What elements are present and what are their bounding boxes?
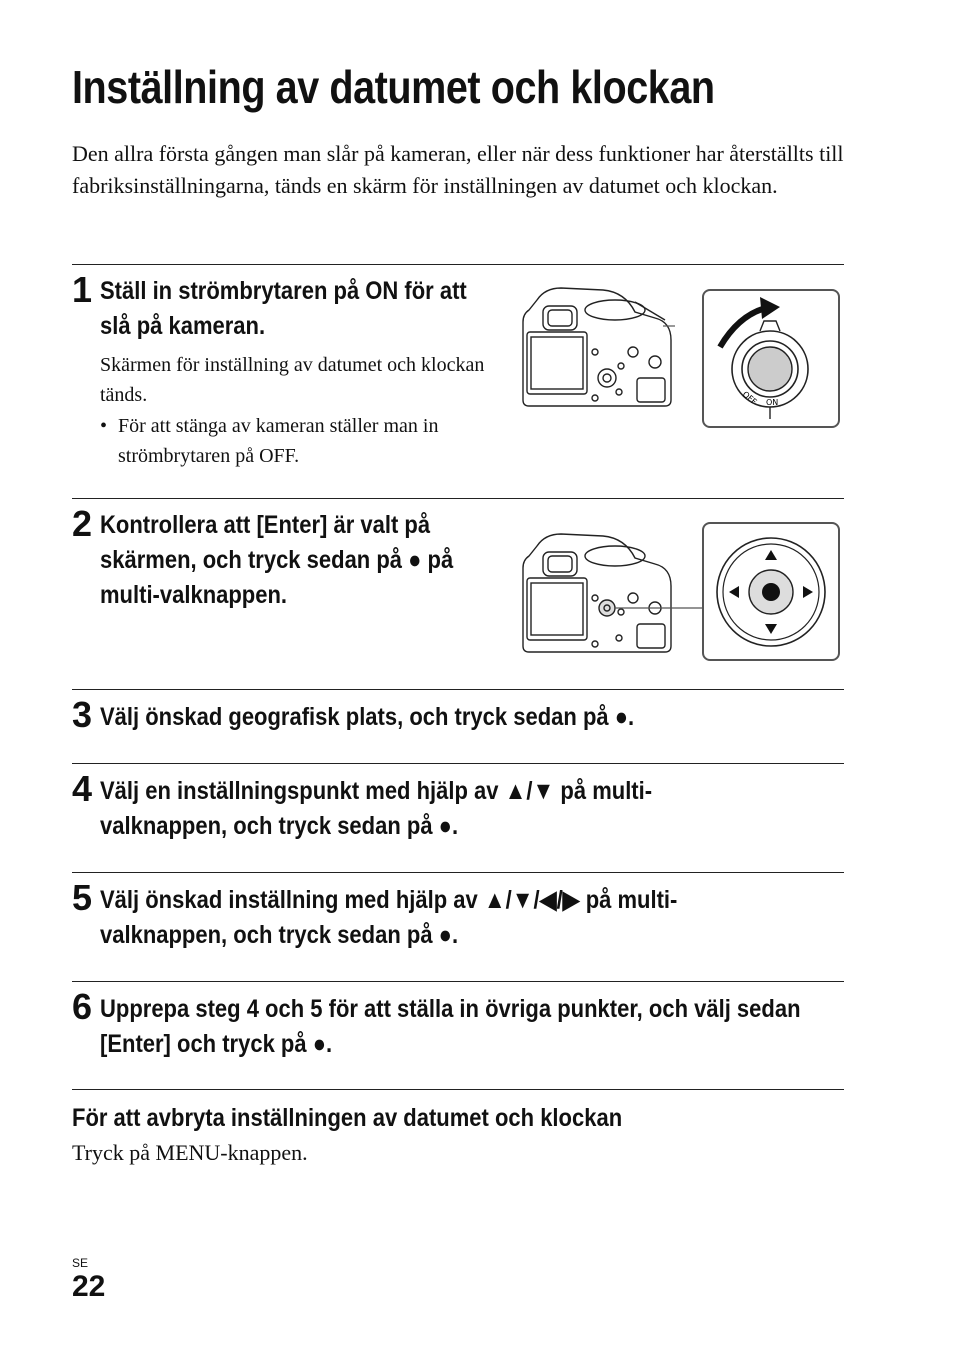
up-arrow-icon bbox=[765, 550, 777, 560]
multi-selector-inset bbox=[702, 522, 840, 661]
on-label: ON bbox=[766, 398, 779, 407]
arrow-icon bbox=[760, 297, 780, 319]
center-button-icon bbox=[762, 583, 780, 601]
step-5-instruction: Välj önskad inställning med hjälp av ▲/▼/◀/▶ på multi-valknappen, och tryck sedan på ●. bbox=[100, 886, 678, 949]
multi-selector-dial bbox=[704, 524, 838, 659]
cancel-body: Tryck på MENU-knappen. bbox=[72, 1140, 308, 1165]
step-3-number: 3 bbox=[72, 694, 93, 735]
step-5-number: 5 bbox=[72, 877, 93, 918]
down-arrow-icon bbox=[765, 624, 777, 634]
divider bbox=[72, 981, 844, 982]
page-title: Inställning av datumet och klockan bbox=[72, 61, 715, 113]
step-1-body: Skärmen för inställning av datumet och klockan tänds. bbox=[100, 354, 485, 406]
step-2-instruction: Kontrollera att [Enter] är valt på skärmen, och tryck sedan på ● på multi-valknappen. bbox=[100, 511, 454, 609]
step-1-instruction: Ställ in strömbrytaren på ON för att slå på kameran. bbox=[100, 277, 467, 340]
off-label: OFF bbox=[740, 389, 759, 407]
power-switch-dial bbox=[704, 291, 838, 426]
power-switch-inset bbox=[702, 289, 840, 428]
language-code: SE bbox=[72, 1256, 89, 1270]
bullet-marker: • bbox=[100, 415, 108, 437]
step-4-instruction: Välj en inställningspunkt med hjälp av ▲/▼ på multi-valknappen, och tryck sedan på ●. bbox=[100, 777, 653, 840]
left-arrow-icon bbox=[729, 586, 739, 598]
divider bbox=[72, 763, 844, 764]
divider bbox=[72, 1089, 844, 1090]
divider bbox=[72, 872, 844, 873]
divider bbox=[72, 498, 844, 499]
step-6-instruction: Upprepa steg 4 och 5 för att ställa in övriga punkter, och välj sedan [Enter] och tryck på ●. bbox=[100, 995, 801, 1058]
step-3-instruction: Välj önskad geografisk plats, och tryck sedan på ●. bbox=[100, 703, 635, 731]
camera-back-illustration bbox=[515, 282, 675, 414]
divider bbox=[72, 689, 844, 690]
right-arrow-icon bbox=[803, 586, 813, 598]
step-2-number: 2 bbox=[72, 503, 93, 544]
page-number: 22 bbox=[72, 1270, 106, 1303]
intro-paragraph: Den allra första gången man slår på kameran, eller när dess funktioner har återställts till fabriksinställningarna, tänds en skärm för inställningen av datumet och klockan. bbox=[72, 141, 844, 198]
cancel-heading: För att avbryta inställningen av datumet och klockan bbox=[72, 1104, 623, 1132]
divider bbox=[72, 264, 844, 265]
step-6-number: 6 bbox=[72, 986, 93, 1027]
step-1-number: 1 bbox=[72, 269, 93, 310]
camera-back-illustration bbox=[515, 514, 705, 662]
step-4-number: 4 bbox=[72, 768, 93, 809]
step-1-bullet: För att stänga av kameran ställer man in strömbrytaren på OFF. bbox=[118, 415, 439, 467]
